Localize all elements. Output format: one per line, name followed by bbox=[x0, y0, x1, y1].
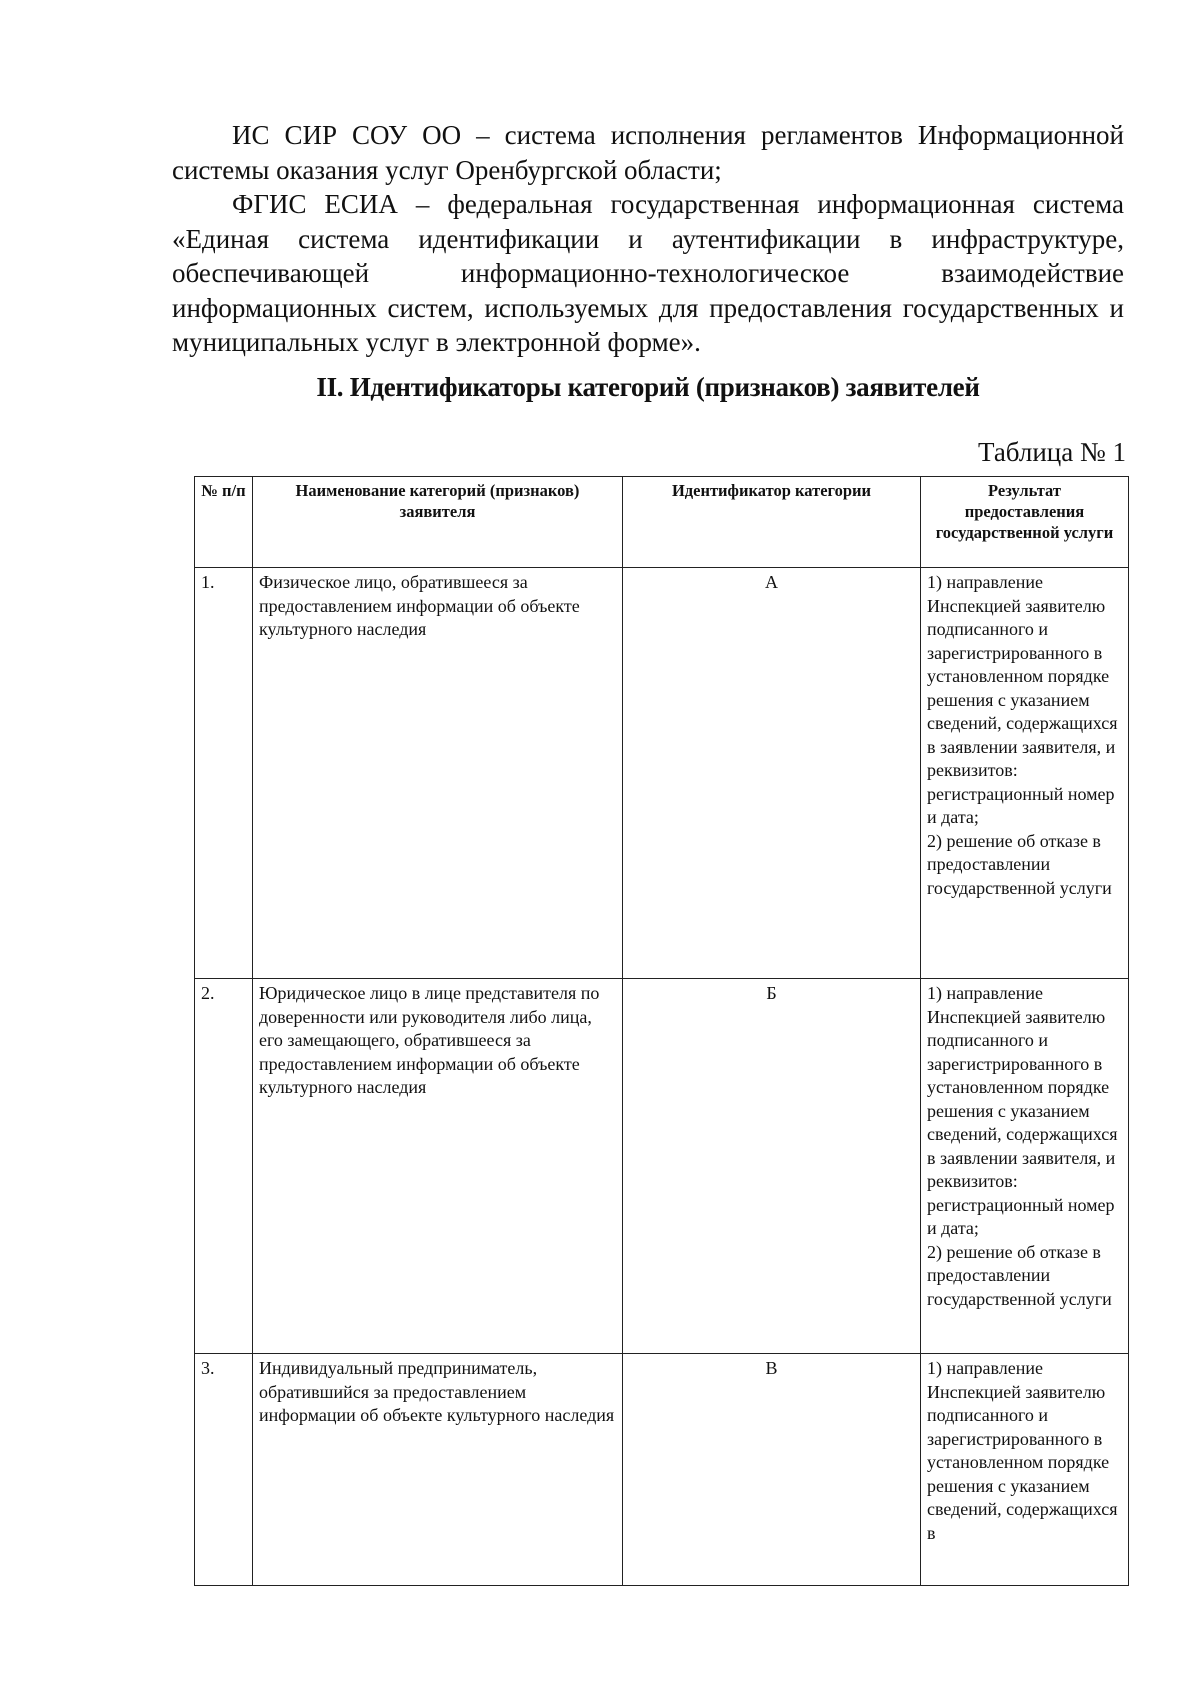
row-result-line: 1) направление Инспекцией заявителю подписанного и зарегистрированного в установленном порядке решения с указанием сведений, содержащихся в заявлении заявителя, и реквизитов: регистрационный номер и дата; bbox=[927, 983, 1118, 1238]
row-result bbox=[921, 979, 1129, 1354]
section-title: II. Идентификаторы категорий (признаков) заявителей bbox=[316, 372, 980, 402]
header-code: Идентификатор категории bbox=[623, 477, 921, 568]
row-result-line: 1) направление Инспекцией заявителю подписанного и зарегистрированного в установленном порядке решения с указанием сведений, содержащихся в заявлении заявителя, и реквизитов: регистрационный номер и дата; bbox=[927, 572, 1118, 827]
row-code: Б bbox=[623, 979, 921, 1354]
intro-paragraph-fgis-esia: ФГИС ЕСИА – федеральная государственная информационная система «Единая система идентификации и аутентификации в инфраструктуре, обеспечивающей информационно-технологическое взаимодействие информационных систем, используемых для предоставления государственных и муниципальных услуг в электронной форме». bbox=[172, 189, 1124, 357]
table-header-row bbox=[195, 477, 1129, 568]
row-result-line: 2) решение об отказе в предоставлении государственной услуги bbox=[927, 830, 1112, 898]
row-code: В bbox=[623, 1354, 921, 1586]
row-category: Индивидуальный предприниматель, обратившийся за предоставлением информации об объекте культурного наследия bbox=[253, 1354, 623, 1586]
row-result bbox=[921, 1354, 1129, 1586]
row-number: 1. bbox=[195, 568, 253, 979]
table-row bbox=[195, 1354, 1129, 1586]
row-code: А bbox=[623, 568, 921, 979]
header-num: № п/п bbox=[195, 477, 253, 568]
table-row bbox=[195, 568, 1129, 979]
row-result-line: 1) направление Инспекцией заявителю подписанного и зарегистрированного в установленном порядке решения с указанием сведений, содержащихся в bbox=[927, 1358, 1118, 1543]
header-result: Результат предоставления государственной услуги bbox=[921, 477, 1129, 568]
row-result-line: 2) решение об отказе в предоставлении государственной услуги bbox=[927, 1241, 1112, 1309]
intro-paragraph-is-sir: ИС СИР СОУ ОО – система исполнения регламентов Информационной системы оказания услуг Оренбургской области; bbox=[172, 120, 1124, 185]
intro-text bbox=[172, 118, 1124, 360]
header-category: Наименование категорий (признаков) заявителя bbox=[253, 477, 623, 568]
row-result bbox=[921, 568, 1129, 979]
row-category: Физическое лицо, обратившееся за предоставлением информации об объекте культурного наследия bbox=[253, 568, 623, 979]
row-category: Юридическое лицо в лице представителя по доверенности или руководителя либо лица, его замещающего, обратившееся за предоставлением информации об объекте культурного наследия bbox=[253, 979, 623, 1354]
row-number: 2. bbox=[195, 979, 253, 1354]
row-number: 3. bbox=[195, 1354, 253, 1586]
table-caption: Таблица № 1 bbox=[978, 437, 1126, 467]
applicant-categories-table bbox=[194, 476, 1129, 1586]
table-row bbox=[195, 979, 1129, 1354]
